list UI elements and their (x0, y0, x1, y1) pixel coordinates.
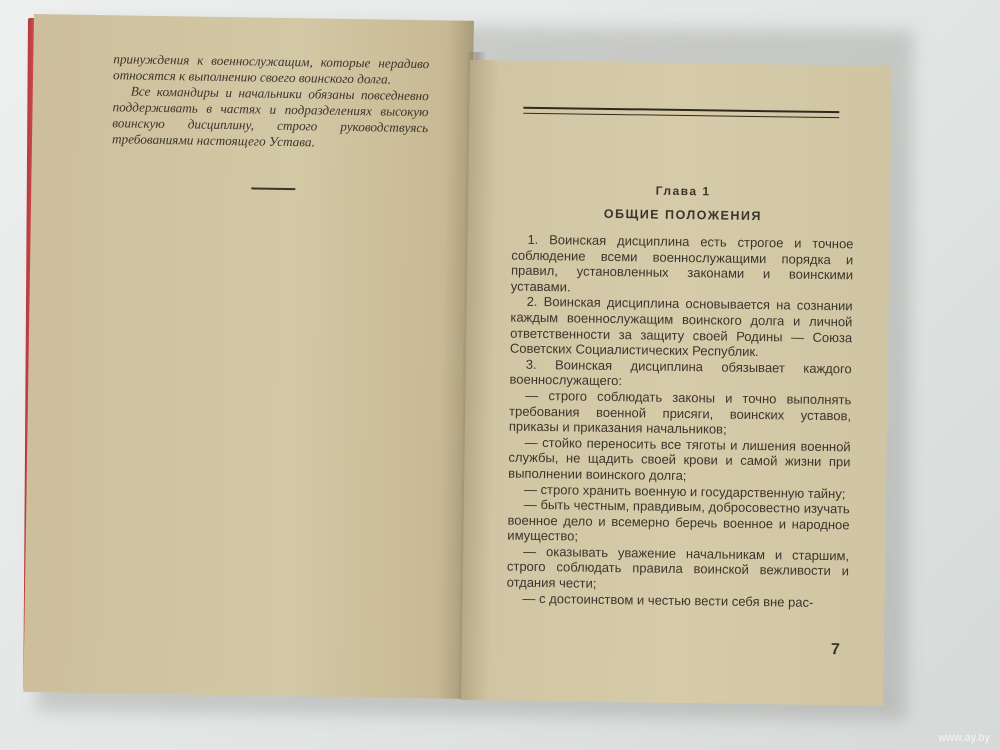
list-item-3: — строго хранить военную и государственную тайну; (523, 481, 846, 501)
right-page (461, 60, 892, 706)
page-number: 7 (830, 641, 840, 659)
left-paragraph-1: принуждения к военнослужащим, которые нерадиво относятся к выполнению своего воинского долга. (112, 51, 430, 87)
left-page (23, 14, 474, 699)
list-item-6: — с достоинством и честью вести себя вне рас- (522, 590, 814, 610)
site-watermark: www.ay.by (938, 732, 990, 744)
list-item-4: — быть честным, правдивым, добросовестно изучать военное дело и всемерно беречь военное и народное имущество; (507, 496, 850, 544)
chapter-rule (523, 107, 839, 118)
left-paragraph-2: Все командиры и начальники обязаны повседневно поддерживать в частях и подразделениях высокую воинскую дисциплину, строго руководствуясь требованиями настоящего Устава. (111, 83, 429, 150)
paragraph-3: 3. Воинская дисциплина обязывает каждого военнослужащего: (509, 356, 852, 389)
paragraph-2: 2. Воинская дисциплина основывается на сознании каждым военнослужащим воинского долга и личной ответственности за защиту своей Родины — Союза Советских Социалистических Республик. (509, 294, 853, 360)
left-page-text (112, 51, 429, 152)
paragraph-1: 1. Воинская дисциплина есть строгое и точное соблюдение всеми военнослужащими порядка и правил, установленных законами и воинскими уставами. (510, 231, 854, 295)
right-page-text (506, 232, 853, 611)
chapter-number: Глава 1 (655, 183, 711, 199)
end-separator (251, 187, 295, 190)
chapter-title: ОБЩИЕ ПОЛОЖЕНИЯ (603, 206, 762, 224)
list-item-5: — оказывать уважение начальникам и старшим, строго соблюдать правила воинской вежливости и отдания чести; (506, 543, 850, 591)
list-item-2: — стойко переносить все тяготы и лишения военной службы, не щадить своей крови и самой жизни при выполнении воинского долга; (508, 434, 851, 483)
list-item-1: — строго соблюдать законы и точно выполнять требования военной присяги, воинских уставов, приказы и приказания начальников; (508, 387, 852, 437)
